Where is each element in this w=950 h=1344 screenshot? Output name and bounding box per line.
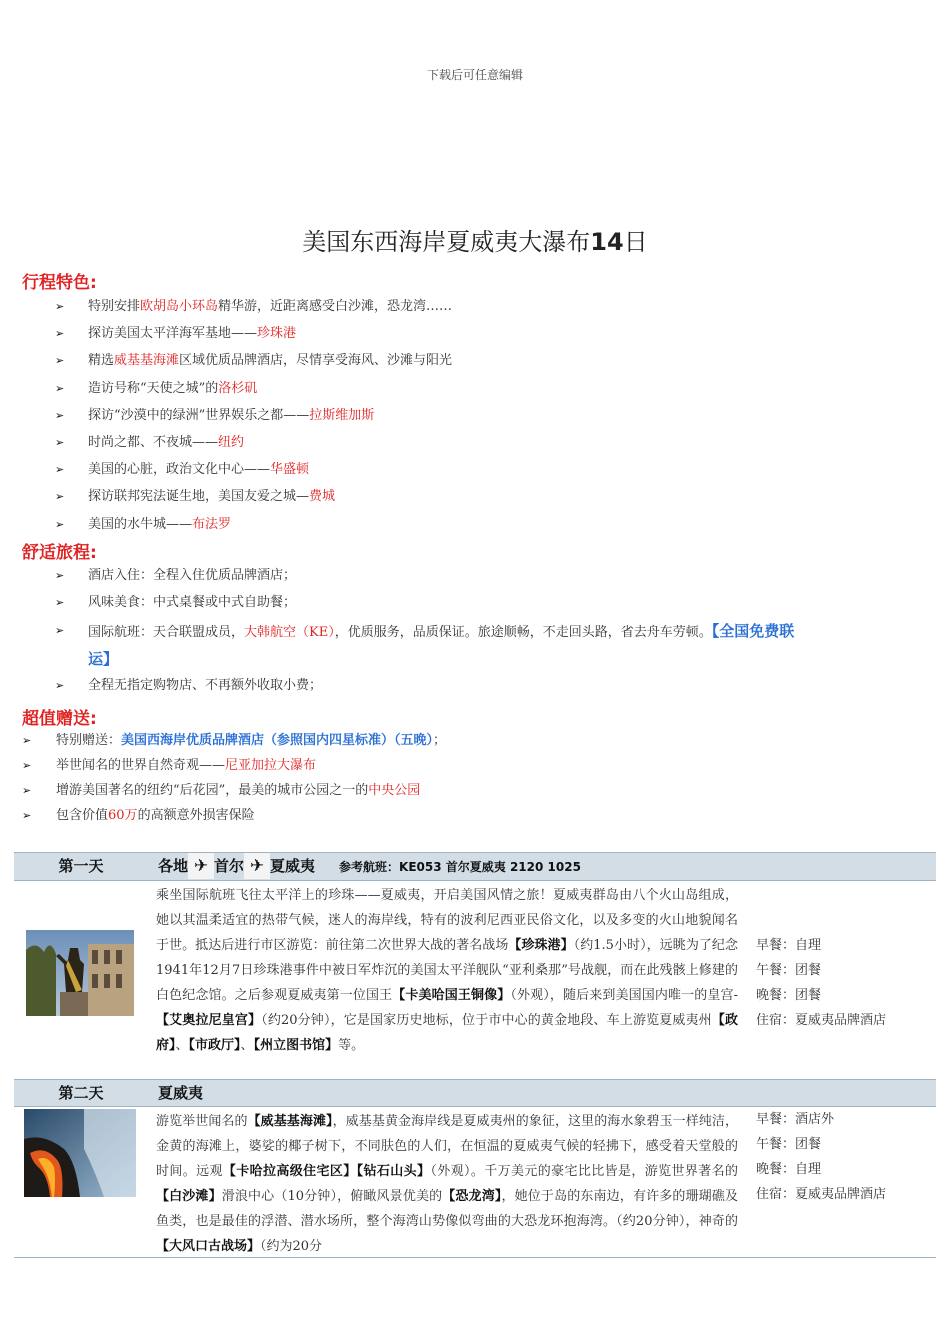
arrow-bullet-icon: ➢ [55,436,65,449]
arrow-bullet-icon: ➢ [55,327,65,340]
arrow-bullet-icon: ➢ [55,382,65,395]
page-title: 美国东西海岸夏威夷大瀑布14日 [302,228,648,256]
day-body-row [14,1107,936,1258]
lodging: 住宿：夏威夷品牌酒店 [756,1013,887,1028]
day-header-row [14,1080,936,1107]
arrow-bullet-icon: ➢ [22,734,32,747]
feature-text: 探访美国太平洋海军基地——珍珠港 [88,326,297,341]
arrow-bullet-icon: ➢ [55,409,65,422]
arrow-bullet-icon: ➢ [55,596,65,609]
feature-text: 探访“沙漠中的绿洲”世界娱乐之都——拉斯维加斯 [88,408,375,423]
arrow-bullet-icon: ➢ [55,354,65,367]
meal-breakfast: 早餐：酒店外 [756,1112,835,1127]
day-name: 第二天 [14,1080,148,1107]
day-photo-cell [14,881,148,1080]
feature-text: 特别安排欧胡岛小环岛精华游，近距离感受白沙滩，恐龙湾…… [88,299,453,314]
arrow-bullet-icon: ➢ [22,809,32,822]
arrow-bullet-icon: ➢ [22,784,32,797]
meal-dinner: 晚餐：团餐 [756,988,822,1003]
header-note: 下载后可任意编辑 [426,68,523,82]
day-photo-cell [14,1107,148,1258]
feature-text: 造访号称“天使之城”的洛杉矶 [88,381,258,396]
arrow-bullet-icon: ➢ [55,679,65,692]
arrow-bullet-icon: ➢ [22,759,32,772]
airplane-icon: ✈ [188,853,214,879]
statue-photo [26,930,134,1016]
arrow-bullet-icon: ➢ [55,490,65,503]
day-meals [744,881,936,1080]
arrow-bullet-icon: ➢ [55,300,65,313]
airplane-icon: ✈ [244,853,270,879]
section-heading-gifts: 超值赠送: [22,709,97,729]
meal-lunch: 午餐：团餐 [756,963,822,978]
feature-text: 美国的心脏，政治文化中心——华盛顿 [88,462,310,477]
day-body-row [14,881,936,1080]
feature-text: 探访联邦宪法诞生地，美国友爱之城—费城 [88,489,336,504]
itinerary-table [14,852,936,1258]
section-heading-comfort: 舒适旅程: [22,543,97,563]
day-route: 夏威夷 [148,1080,744,1107]
arrow-bullet-icon: ➢ [55,518,65,531]
day-header-row [14,853,936,881]
meal-dinner: 晚餐：自理 [756,1162,822,1177]
meal-breakfast: 早餐：自理 [756,938,822,953]
day-route: 各地 ✈ 首尔 ✈ 夏威夷 参考航班：KE053 首尔夏威夷 2120 1025 [148,853,744,881]
section-heading-features: 行程特色: [22,273,97,293]
feature-text: 时尚之都、不夜城——纽约 [88,435,245,450]
arrow-bullet-icon: ➢ [55,463,65,476]
arrow-bullet-icon: ➢ [55,569,65,582]
arrow-bullet-icon: ➢ [55,624,65,637]
flight-info: 参考航班：KE053 首尔夏威夷 2120 1025 [339,860,581,874]
day-meals [744,1107,936,1258]
lava-photo [24,1109,136,1197]
lodging: 住宿：夏威夷品牌酒店 [756,1187,887,1202]
feature-text: 精选威基基海滩区域优质品牌酒店，尽情享受海风、沙滩与阳光 [88,353,453,368]
day-name: 第一天 [14,853,148,881]
meal-lunch: 午餐：团餐 [756,1137,822,1152]
feature-text: 美国的水牛城——布法罗 [88,517,232,532]
day-description: 乘坐国际航班飞往太平洋上的珍珠——夏威夷，开启美国风情之旅！夏威夷群岛由八个火山岛组成，她以其温柔适宜的热带气候，迷人的海岸线，特有的波利尼西亚民俗文化，以及多变的火山地貌闻名于世。抵达后进行市区游览：前往第二次世界大战的著名战场【珍珠港】（约1.5小时），远眺为了纪念1941年12月7日珍珠港事件中被日军炸沉的美国太平洋舰队“亚利桑那”号战舰，而在此残骸上修建的白色纪念馆。之后参观夏威夷第一位国王【卡美哈国王铜像】（外观），随后来到美国国内唯一的皇宫-【艾奥拉尼皇宫】（约20分钟），它是国家历史地标，位于市中心的黄金地段、车上游览夏威夷州【政府】、【市政厅】、【州立图书馆】等。 [148,881,744,1080]
day-description: 游览举世闻名的【威基基海滩】，威基基黄金海岸线是夏威夷州的象征，这里的海水象碧玉一样纯洁，金黄的海滩上，婆娑的椰子树下，不同肤色的人们，在恒温的夏威夷气候的轻拂下，感受着天堂般的时间。远观【卡哈拉高级住宅区】【钻石山头】（外观）。千万美元的豪宅比比皆是，游览世界著名的【白沙滩】滑浪中心（10分钟），俯瞰风景优美的【恐龙湾】，她位于岛的东南边，有许多的珊瑚礁及鱼类，也是最佳的浮潜、潜水场所，整个海湾山势像似弯曲的大恐龙环抱海湾。（约20分钟），神奇的【大风口古战场】（约为20分 [148,1107,744,1258]
